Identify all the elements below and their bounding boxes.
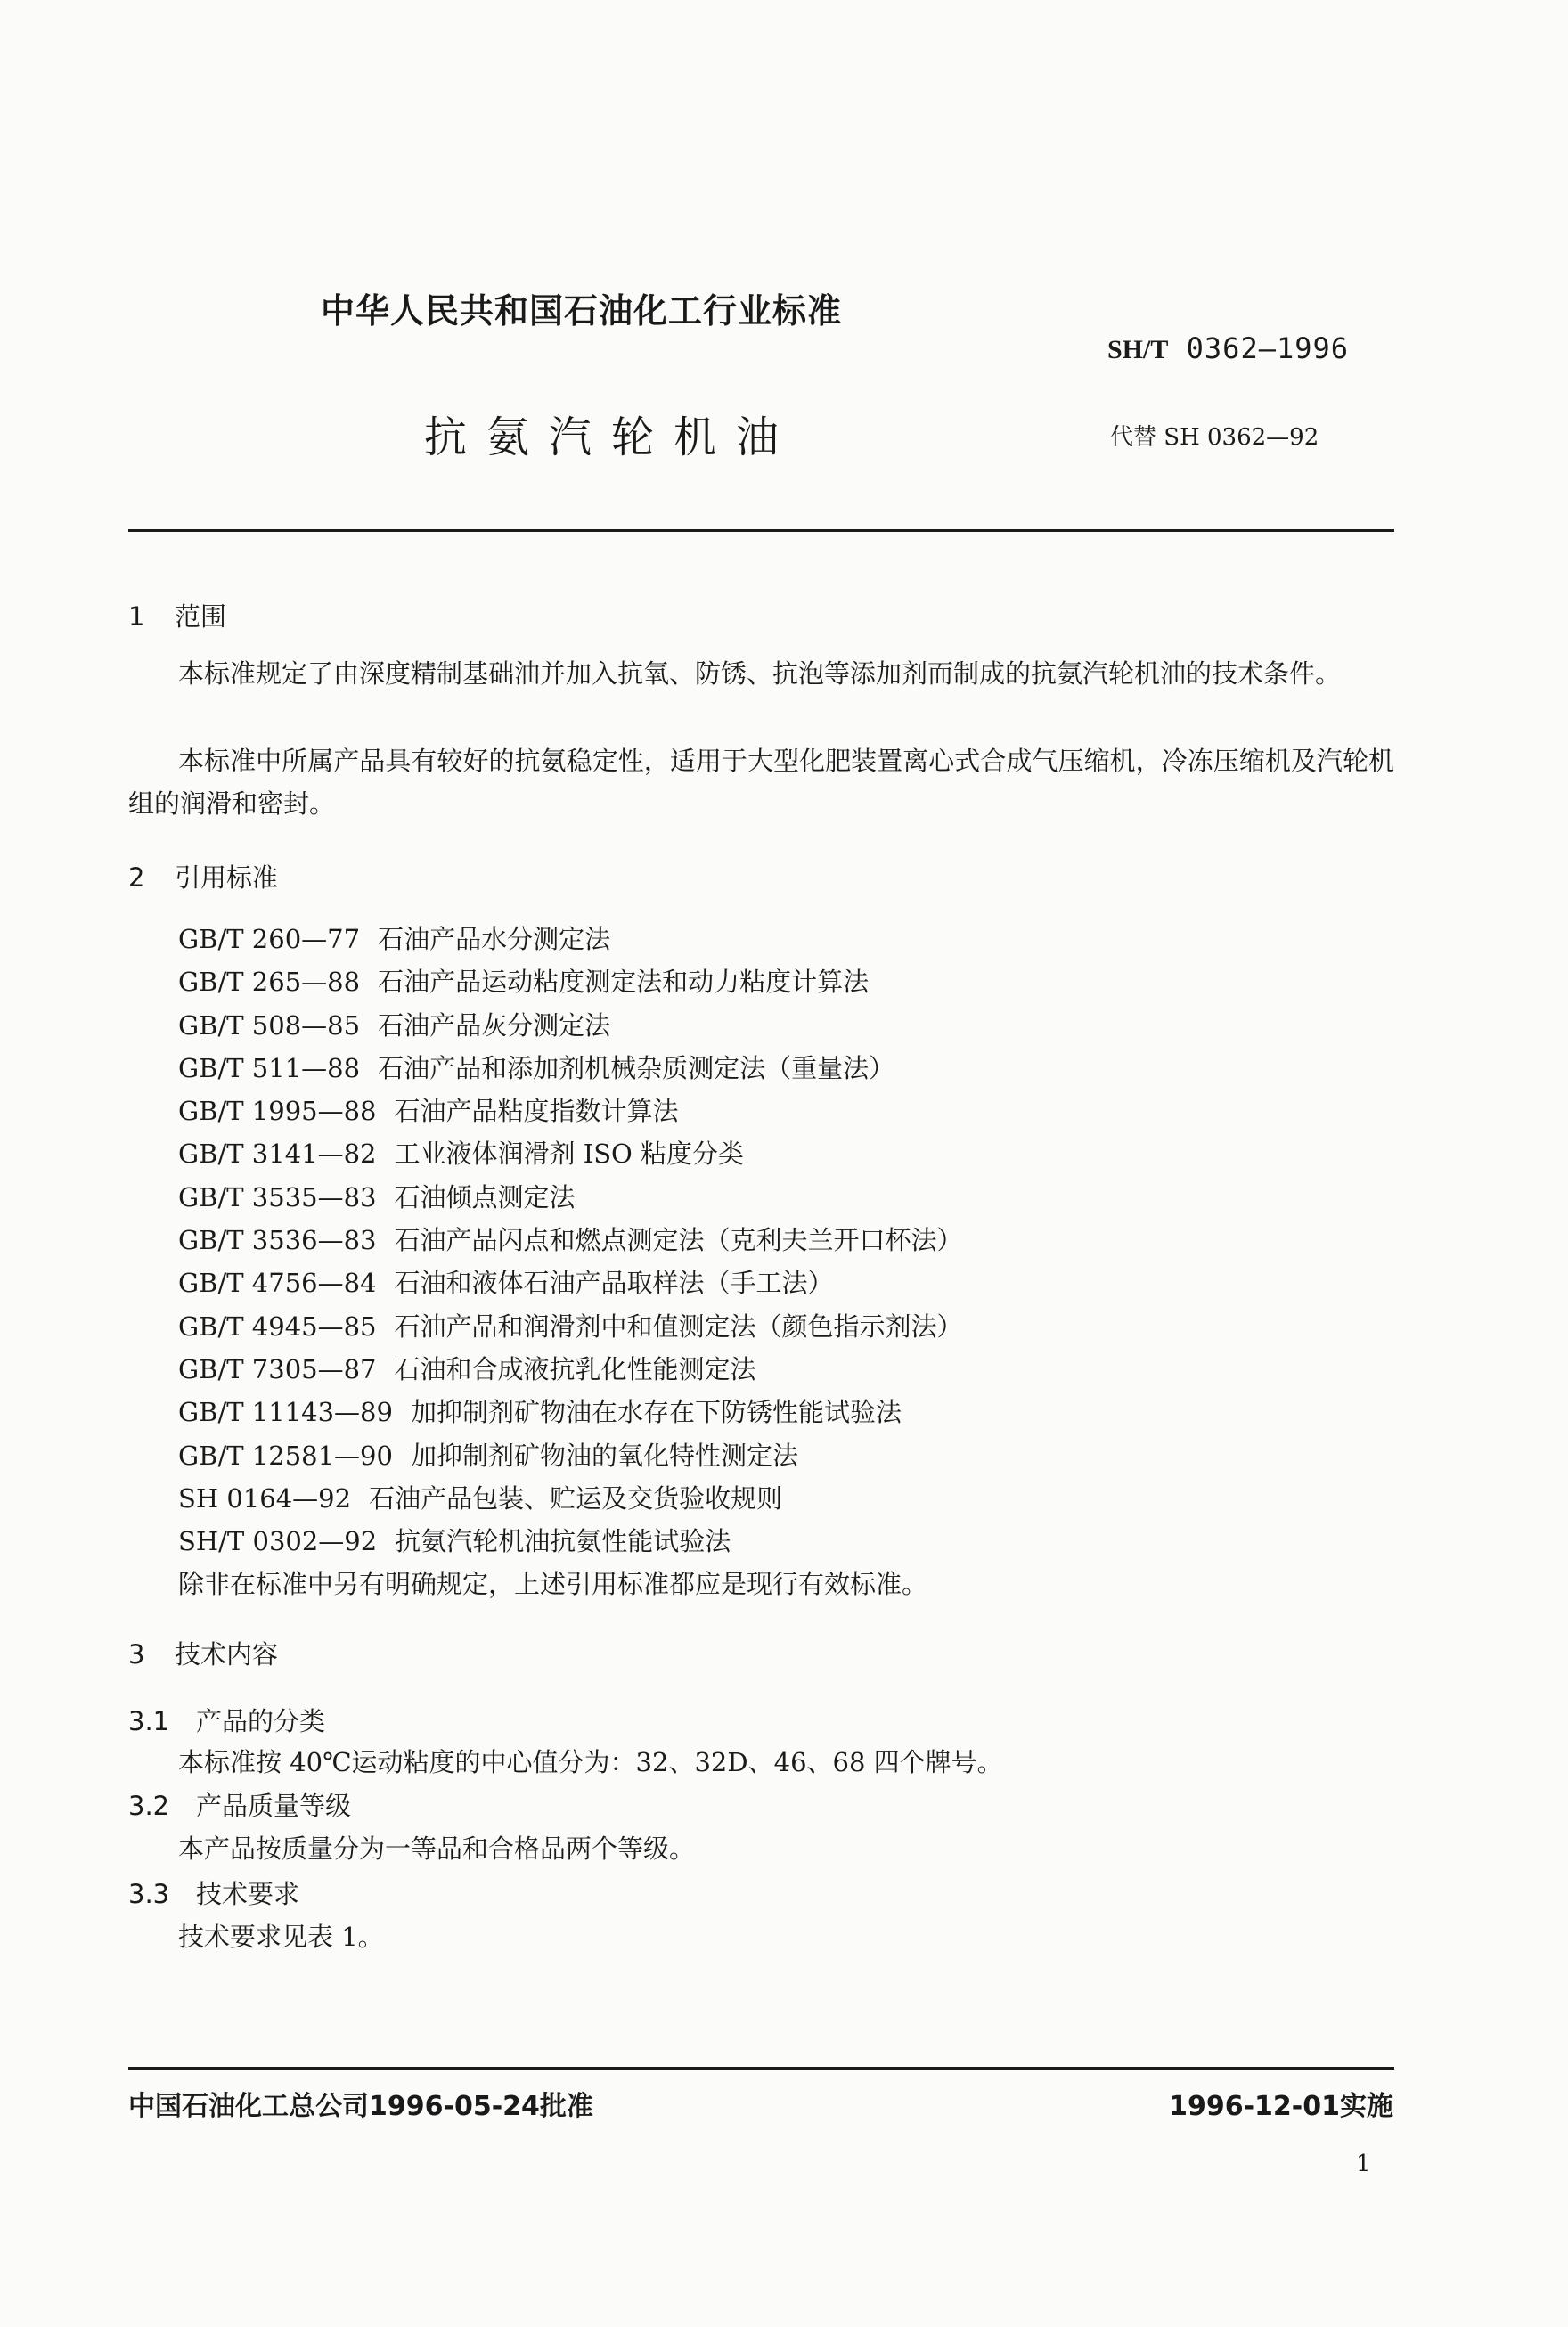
effective-date: 1996-12-01实施 — [1169, 2091, 1393, 2122]
reference-name: 石油产品水分测定法 — [378, 924, 611, 954]
standard-prefix: SH/T — [1107, 335, 1169, 364]
section-title: 引用标准 — [175, 862, 279, 893]
reference-code: SH/T 0302—92 — [178, 1526, 378, 1557]
reference-item — [178, 1176, 963, 1219]
section-number: 3 — [128, 1639, 145, 1670]
reference-code: GB/T 12581—90 — [178, 1440, 393, 1471]
reference-name: 石油产品和润滑剂中和值测定法（颜色指示剂法） — [394, 1310, 963, 1342]
header-divider — [128, 529, 1394, 532]
reference-code: GB/T 260—77 — [178, 924, 361, 954]
reference-item — [178, 1004, 963, 1047]
reference-code: GB/T 4945—85 — [178, 1310, 377, 1342]
reference-item — [178, 1219, 963, 1261]
reference-name: 石油产品运动粘度测定法和动力粘度计算法 — [378, 967, 870, 998]
subsection-3-2-heading — [128, 1786, 351, 1823]
section-title: 范围 — [175, 601, 227, 632]
reference-code: GB/T 4756—84 — [178, 1268, 377, 1299]
reference-code: GB/T 11143—89 — [178, 1397, 393, 1428]
reference-item — [178, 1132, 963, 1175]
reference-item — [178, 960, 963, 1003]
reference-name: 石油产品和添加剂机械杂质测定法（重量法） — [378, 1052, 895, 1083]
reference-name: 石油倾点测定法 — [394, 1181, 576, 1212]
section-3-heading — [128, 1635, 278, 1671]
subsection-number: 3.2 — [128, 1791, 170, 1821]
reference-item — [178, 1477, 963, 1520]
subsection-title: 产品质量等级 — [196, 1791, 352, 1821]
reference-name: 石油和合成液抗乳化性能测定法 — [394, 1353, 756, 1384]
requirements-text: 技术要求见表 1。 — [178, 1922, 384, 1952]
footer-divider — [128, 2067, 1394, 2070]
reference-code: GB/T 508—85 — [178, 1009, 361, 1041]
reference-item — [178, 1434, 963, 1477]
reference-item — [178, 1391, 963, 1433]
approval-statement: 中国石油化工总公司1996-05-24批准 — [128, 2091, 593, 2122]
subsection-number: 3.1 — [128, 1706, 170, 1736]
reference-code: SH 0164—92 — [178, 1482, 352, 1514]
reference-item — [178, 1261, 963, 1304]
issuing-org-title: 中华人民共和国石油化工行业标准 — [321, 291, 843, 331]
classification-text: 本标准按 40℃运动粘度的中心值分为：32、32D、46、68 四个牌号。 — [178, 1747, 1003, 1777]
reference-code: GB/T 1995—88 — [178, 1096, 377, 1127]
document-title: 抗氨汽轮机油 — [424, 412, 799, 462]
section-number: 1 — [128, 601, 145, 632]
subsection-3-1-heading — [128, 1702, 325, 1738]
subsection-3-3-heading — [128, 1874, 299, 1911]
subsection-title: 技术要求 — [196, 1879, 300, 1909]
standard-number — [1107, 331, 1349, 365]
reference-name: 石油产品包装、贮运及交货验收规则 — [369, 1482, 783, 1514]
normative-references-list — [178, 918, 963, 1606]
reference-code: GB/T 3536—83 — [178, 1225, 377, 1256]
scope-paragraph-1: 本标准规定了由深度精制基础油并加入抗氧、防锈、抗泡等添加剂而制成的抗氨汽轮机油的技术条件。 — [178, 658, 1342, 689]
section-2-heading — [128, 858, 278, 894]
reference-name: 工业液体润滑剂 ISO 粘度分类 — [394, 1139, 745, 1170]
references-note: 除非在标准中另有明确规定，上述引用标准都应是现行有效标准。 — [178, 1569, 928, 1600]
page-number: 1 — [1356, 2151, 1371, 2177]
section-number: 2 — [128, 862, 145, 893]
section-1-heading — [128, 597, 226, 633]
reference-name: 石油和液体石油产品取样法（手工法） — [394, 1268, 834, 1299]
reference-name: 石油产品粘度指数计算法 — [394, 1096, 679, 1127]
reference-name: 石油产品闪点和燃点测定法（克利夫兰开口杯法） — [394, 1225, 963, 1256]
quality-grade-text: 本产品按质量分为一等品和合格品两个等级。 — [178, 1833, 696, 1864]
reference-code: GB/T 265—88 — [178, 967, 361, 998]
reference-name: 加抑制剂矿物油的氧化特性测定法 — [410, 1440, 798, 1471]
scope-paragraph-2: 本标准中所属产品具有较好的抗氨稳定性，适用于大型化肥装置离心式合成气压缩机，冷冻压缩机及汽轮机组的润滑和密封。 — [128, 746, 1394, 819]
reference-name: 抗氨汽轮机油抗氨性能试验法 — [395, 1526, 731, 1557]
reference-item — [178, 918, 963, 960]
reference-item — [178, 1305, 963, 1348]
reference-name: 石油产品灰分测定法 — [378, 1009, 611, 1041]
reference-name: 加抑制剂矿物油在水存在下防锈性能试验法 — [410, 1397, 902, 1428]
reference-item — [178, 1520, 963, 1563]
standard-code: 0362—1996 — [1186, 331, 1350, 365]
reference-item — [178, 1047, 963, 1090]
reference-code: GB/T 7305—87 — [178, 1353, 377, 1384]
reference-code: GB/T 511—88 — [178, 1052, 361, 1083]
section-title: 技术内容 — [175, 1639, 279, 1670]
replaces-note: 代替 SH 0362—92 — [1110, 424, 1319, 451]
reference-item — [178, 1090, 963, 1132]
reference-item — [178, 1348, 963, 1391]
subsection-number: 3.3 — [128, 1879, 170, 1909]
reference-code: GB/T 3141—82 — [178, 1139, 377, 1170]
subsection-title: 产品的分类 — [196, 1706, 326, 1736]
reference-code: GB/T 3535—83 — [178, 1181, 377, 1212]
